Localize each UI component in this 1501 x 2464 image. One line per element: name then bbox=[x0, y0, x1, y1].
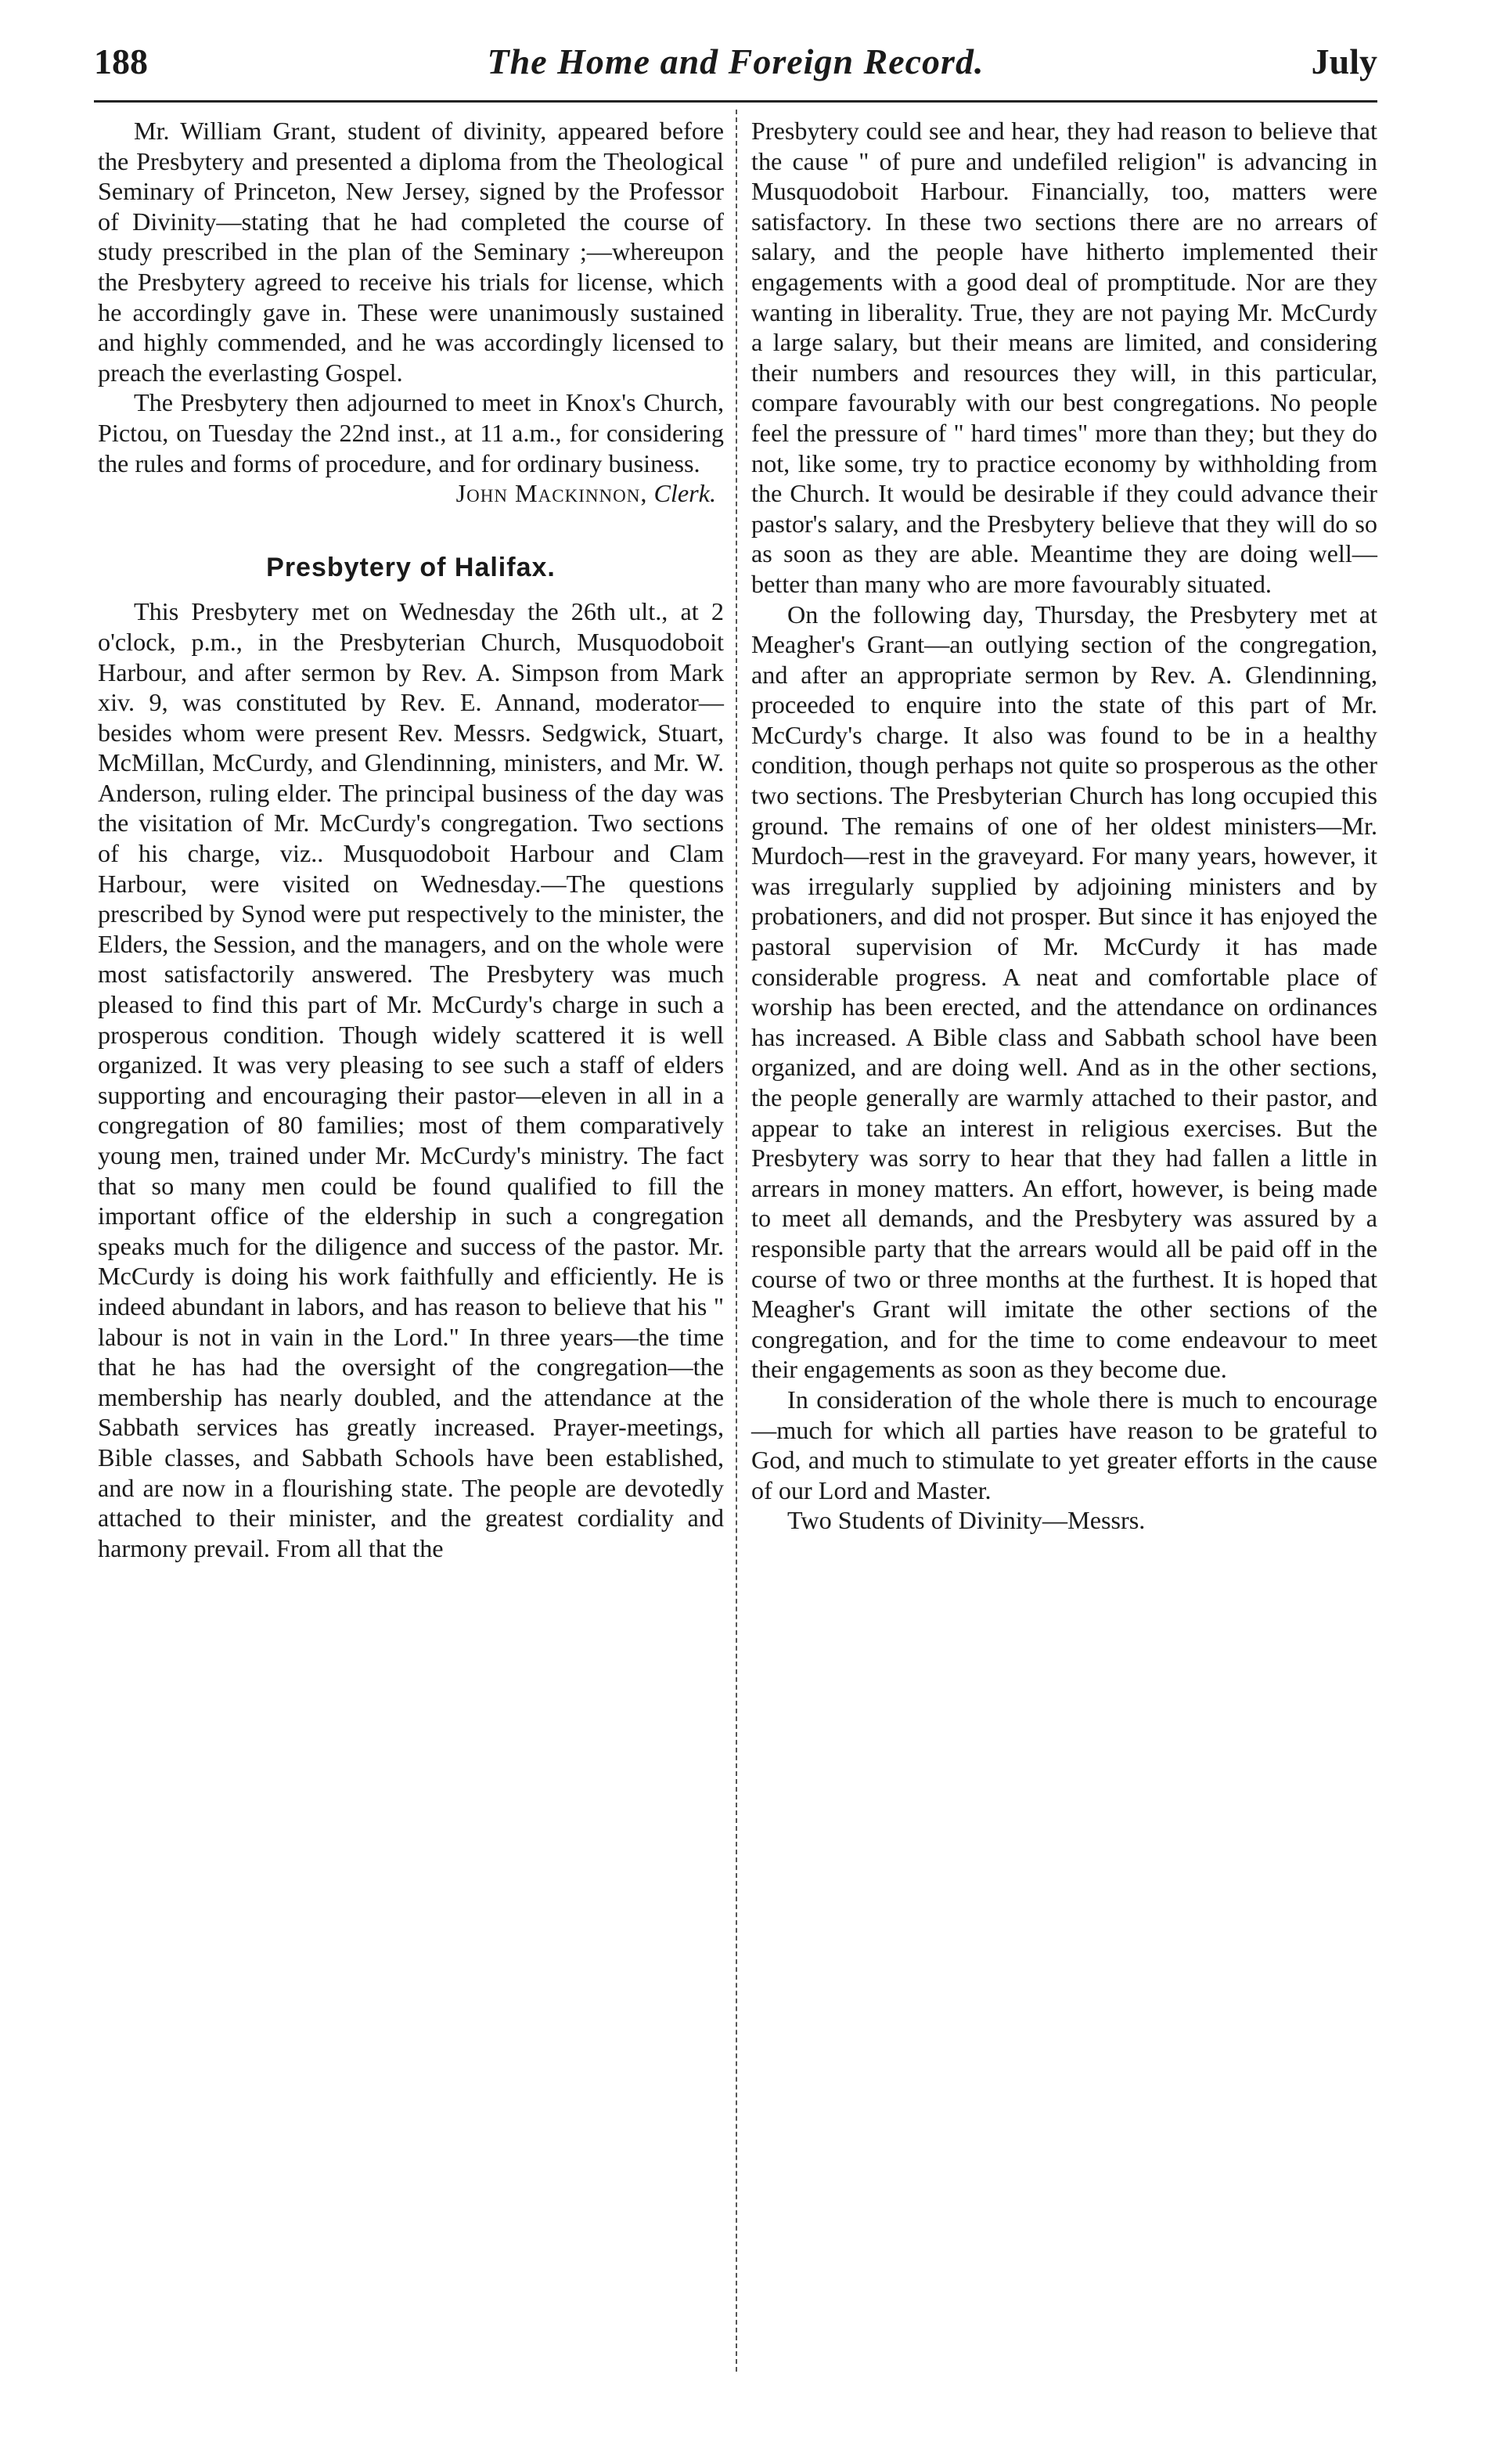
page-header bbox=[94, 41, 1377, 95]
paragraph-students: Two Students of Divinity—Messrs. bbox=[787, 1506, 1146, 1535]
clerk-signature bbox=[98, 478, 724, 509]
paragraph-grant-license: Mr. William Grant, student of divinity, appeared before the Presbytery and presented a diploma from the Theological Seminary of Princeton, New Jersey, signed by the Professor of Divinity—stating that he had completed the course of study prescribed in the plan of the Seminary ;—whereupon the Presbytery agreed to receive his trials for license, which he accordingly gave in. These were unanimously sustained and highly commended, and he was accordingly licensed to preach the everlasting Gospel. bbox=[98, 117, 724, 387]
right-column bbox=[751, 116, 1377, 1536]
signature-name: John Mackinnon, bbox=[455, 479, 648, 508]
column-divider bbox=[736, 110, 737, 2372]
section-heading-halifax: Presbytery of Halifax. bbox=[266, 552, 556, 582]
paragraph-adjournment: The Presbytery then adjourned to meet in Knox's Church, Pictou, on Tuesday the 22nd inst., at 11 a.m., for considering the rules and forms of procedure, and for ordinary business. bbox=[98, 388, 724, 477]
paragraph-halifax-meeting: This Presbytery met on Wednesday the 26th ult., at 2 o'clock, p.m., in the Presbyterian Church, Musquodoboit Harbour, and after sermon by Rev. A. Simpson from Mark xiv. 9, was constituted by Rev. E. Annand, moderator—besides whom were present Rev. Messrs. Sedgwick, Stuart, McMillan, McCurdy, and Glendinning, ministers, and Mr. W. Anderson, ruling elder. The principal business of the day was the visitation of Mr. McCurdy's congregation. Two sections of his charge, viz.. Musquodoboit Harbour and Clam Harbour, were visited on Wednesday.—The questions prescribed by Synod were put respectively to the minister, the Elders, the Session, and the managers, and on the whole were most satisfactorily answered. The Presbytery was much pleased to find this part of Mr. McCurdy's charge in such a prosperous condition. Though widely scattered it is well organized. It was very pleasing to see such a staff of elders supporting and encouraging their pastor—eleven in all in a congregation of 80 families; most of them comparatively young men, trained under Mr. McCurdy's ministry. The fact that so many men could be found qualified to fill the important office of the eldership in such a congregation speaks much for the diligence and success of the pastor. Mr. McCurdy is doing his work faithfully and efficiently. He is indeed abundant in labors, and has reason to believe that his " labour is not in vain in the Lord." In three years—the time that he has had the oversight of the congregation—the membership has nearly doubled, and the attendance at the Sabbath services has greatly increased. Prayer-meetings, Bible classes, and Sabbath Schools have been established, and are now in a flourishing state. The people are devotedly attached to their minister, and the greatest cordiality and harmony prevail. From all that the bbox=[98, 597, 724, 1562]
paragraph-consideration: In consideration of the whole there is much to encourage—much for which all parties have reason to be grateful to God, and much to stimulate to yet greater efforts in the cause of our Lord and Master. bbox=[751, 1385, 1377, 1504]
journal-title: The Home and Foreign Record. bbox=[487, 41, 984, 81]
paragraph-continued: Presbytery could see and hear, they had reason to believe that the cause " of pure and undefiled religion" is advancing in Musquodoboit Harbour. Financially, too, matters were satisfactory. In these two sections there are no arrears of salary, and the people have hitherto implemented their engagements with a good deal of promptitude. Nor are they wanting in liberality. True, they are not paying Mr. McCurdy a large salary, but their means are limited, and considering their numbers and resources they will, in this particular, compare favourably with our best congregations. No people feel the pressure of " hard times" more than they; but they do not, like some, try to practice economy by withholding from the Church. It would be desirable if they could advance their pastor's salary, and the Presbytery believe that they will do so as soon as they are able. Meantime they are doing well—better than many who are more favourably situated. bbox=[751, 117, 1377, 598]
left-column bbox=[98, 116, 724, 1563]
paragraph-meaghers-grant: On the following day, Thursday, the Presbytery met at Meagher's Grant—an outlying section of the congregation, and after an appropriate sermon by Rev. A. Glendinning, proceeded to enquire into the state of this part of Mr. McCurdy's charge. It also was found to be in a healthy condition, though perhaps not quite so prosperous as the other two sections. The Presbyterian Church has long occupied this ground. The remains of one of her oldest ministers—Mr. Murdoch—rest in the graveyard. For many years, however, it was irregularly supplied by adjoining ministers and by probationers, and did not prosper. But since it has enjoyed the pastoral supervision of Mr. McCurdy it has made considerable progress. A neat and comfortable place of worship has been erected, and the attendance on ordinances has increased. A Bible class and Sabbath school have been organized, and are doing well. And as in the other sections, the people generally are warmly attached to their pastor, and appear to take an interest in religious exercises. But the Presbytery was sorry to hear that they had fallen a little in arrears in money matters. An effort, however, is being made to meet all demands, and the Presbytery was assured by a responsible party that the arrears would all be paid off in the course of two or three months at the furthest. It is hoped that Meagher's Grant will imitate the other sections of the congregation, and for the time to come endeavour to meet their engagements as soon as they become due. bbox=[751, 600, 1377, 1384]
header-rule bbox=[94, 100, 1377, 103]
signature-role: Clerk. bbox=[653, 479, 716, 508]
page-number: 188 bbox=[94, 41, 148, 81]
issue-month: July bbox=[1311, 41, 1377, 81]
